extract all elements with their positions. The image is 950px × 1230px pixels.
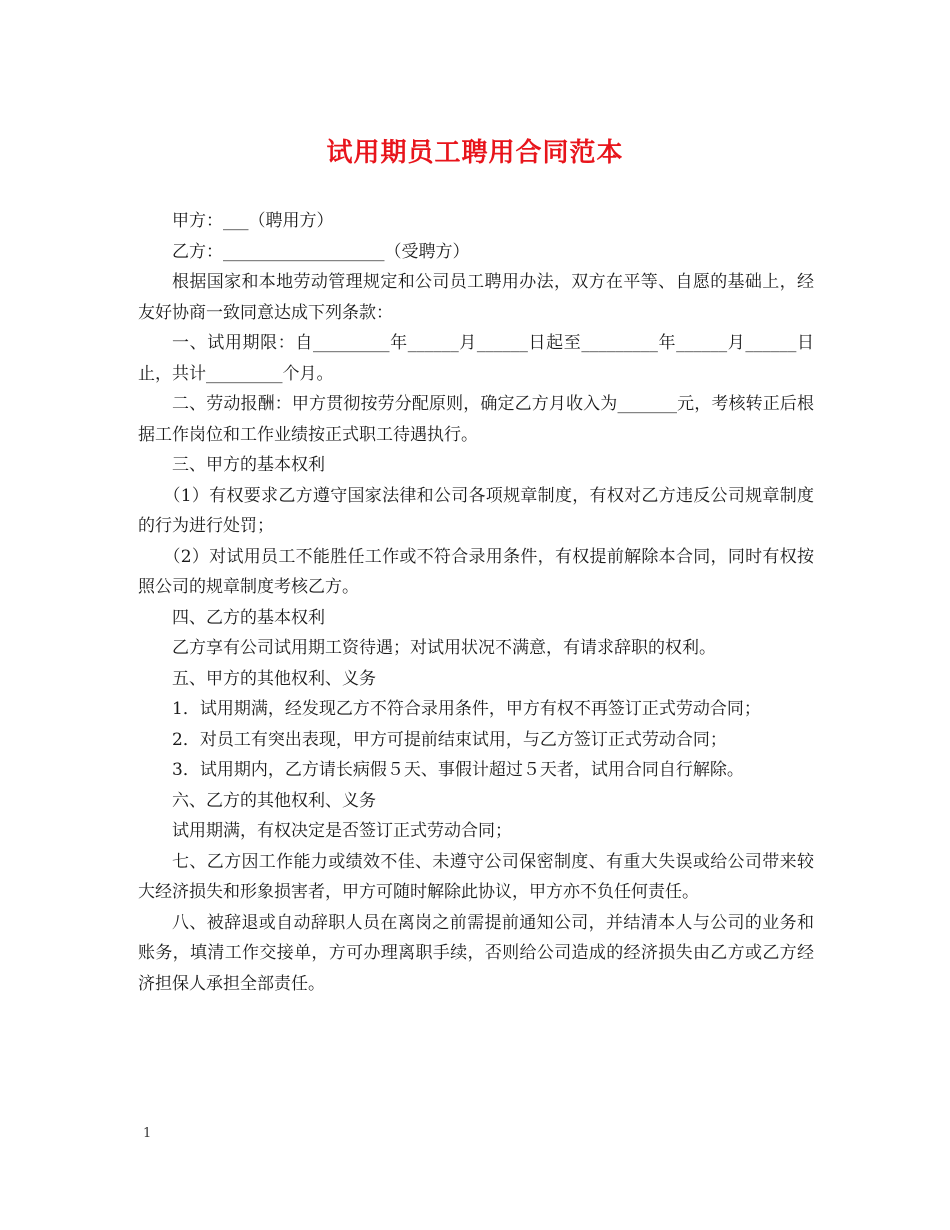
clause-2-remuneration: 二、劳动报酬：甲方贯彻按劳分配原则，确定乙方月收入为_______元，考核转正后根据工作岗位和工作业绩按正式职工待遇执行。 <box>138 394 814 445</box>
clause-5-item-1: 1．试用期满，经发现乙方不符合录用条件，甲方有权不再签订正式劳动合同； <box>172 699 761 719</box>
clause-3-item-1: （1）有权要求乙方遵守国家法律和公司各项规章制度，有权对乙方违反公司规章制度的行为进行处罚； <box>138 485 814 536</box>
document-body <box>138 206 814 999</box>
clause-8-text: 八、被辞退或自动辞职人员在离岗之前需提前通知公司，并结清本人与公司的业务和账务，填清工作交接单，方可办理离职手续，否则给公司造成的经济损失由乙方或乙方经济担保人承担全部责任。 <box>138 912 814 994</box>
clause-5-item-3: 3．试用期内，乙方请长病假５天、事假计超过５天者，试用合同自行解除。 <box>172 760 744 780</box>
clause-4-text: 乙方享有公司试用期工资待遇；对试用状况不满意，有请求辞职的权利。 <box>172 638 716 658</box>
page-number: 1 <box>143 1126 152 1141</box>
clause-6-text: 试用期满，有权决定是否签订正式劳动合同； <box>172 821 512 841</box>
clause-5-item-2: 2．对员工有突出表现，甲方可提前结束试用，与乙方签订正式劳动合同； <box>172 729 727 750</box>
clause-5-heading: 五、甲方的其他权利、义务 <box>172 668 376 689</box>
document-title: 试用期员工聘用合同范本 <box>326 138 624 168</box>
clause-1-probation-period: 一、试用期限：自_________年______月______日起至_________年______月______日止，共计_________个月。 <box>138 333 814 384</box>
preamble-paragraph: 根据国家和本地劳动管理规定和公司员工聘用办法，双方在平等、自愿的基础上，经友好协商一致同意达成下列条款： <box>138 272 814 323</box>
clause-4-heading: 四、乙方的基本权利 <box>172 607 325 628</box>
party-a-line: 甲方：___（聘用方） <box>172 211 334 231</box>
clause-3-item-2: （2）对试用员工不能胜任工作或不符合录用条件，有权提前解除本合同，同时有权按照公司的规章制度考核乙方。 <box>138 546 814 597</box>
party-b-line: 乙方：___________________（受聘方） <box>172 241 470 262</box>
clause-3-heading: 三、甲方的基本权利 <box>172 455 325 475</box>
clause-7-text: 七、乙方因工作能力或绩效不佳、未遵守公司保密制度、有重大失误或给公司带来较大经济损失和形象损害者，甲方可随时解除此协议，甲方亦不负任何责任。 <box>138 851 814 902</box>
clause-6-heading: 六、乙方的其他权利、义务 <box>172 790 376 811</box>
